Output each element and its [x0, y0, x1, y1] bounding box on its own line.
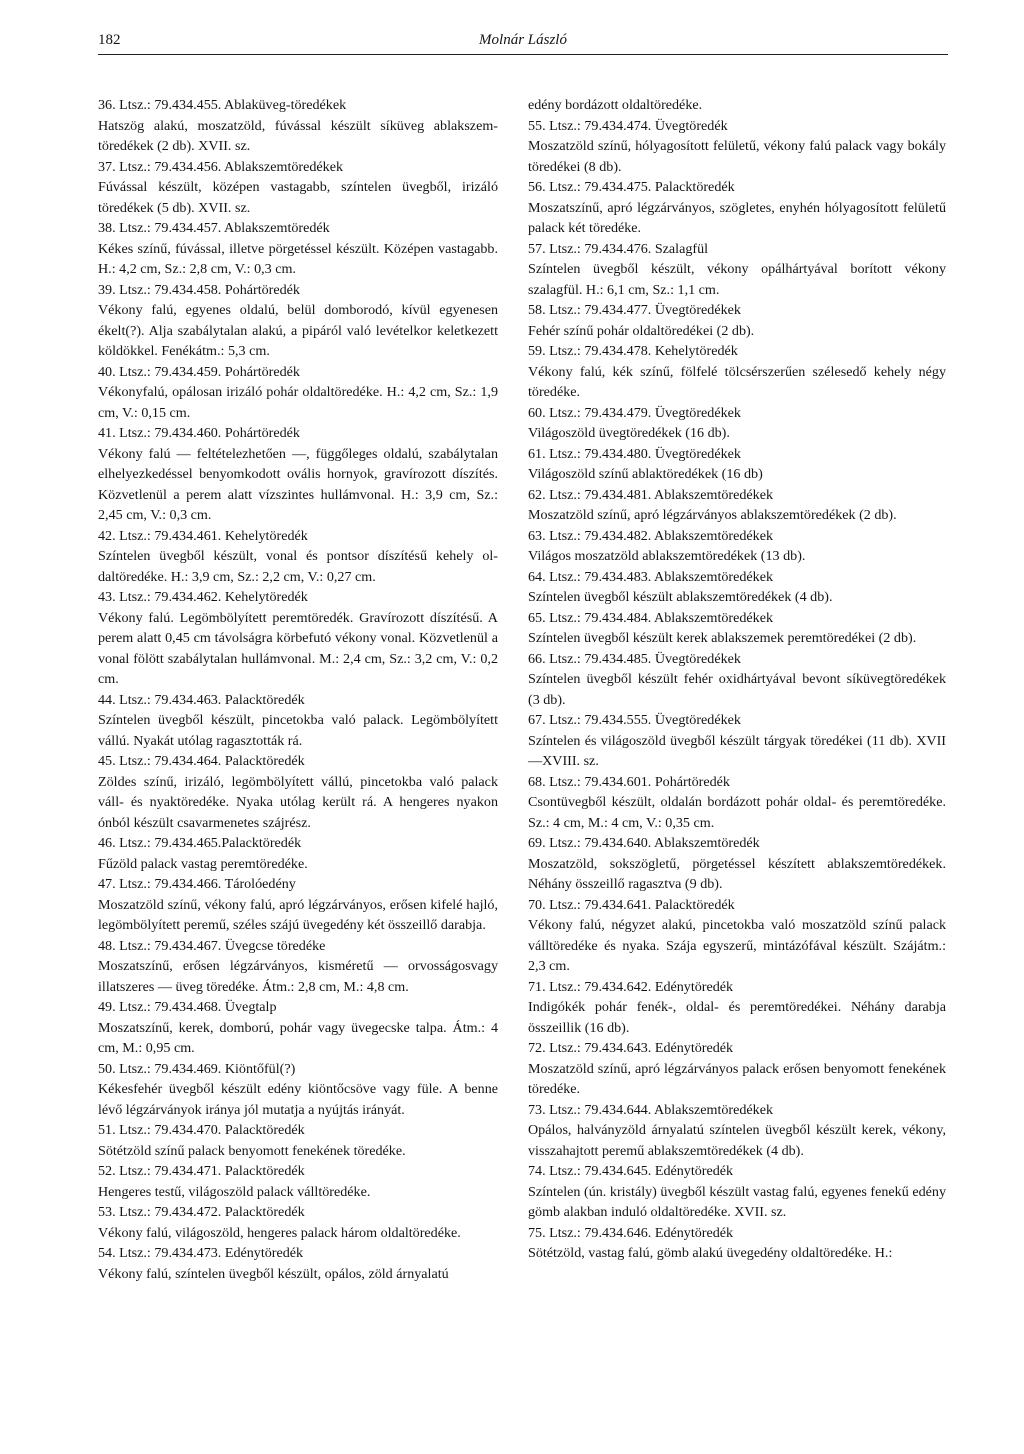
catalog-entry: [528, 649, 946, 711]
catalog-entry: [528, 1038, 946, 1100]
entry-heading: 58. Ltsz.: 79.434.477. Üvegtöredékek: [528, 302, 741, 318]
entry-heading: 47. Ltsz.: 79.434.466. Tárolóedény: [98, 876, 296, 892]
entry-description: Moszatszínű, kerek, domború, pohár vagy üvegecske talpa. Átm.: 4 cm, M.: 0,95 cm.: [98, 1019, 498, 1056]
entry-description: Moszatzöld színű, apró légzárványos palack erősen benyomott fenekének töredéke.: [528, 1060, 946, 1097]
entry-description: Hatszög alakú, moszatzöld, fúvással készült síküveg ablakszemtöredékek (2 db). XVII. sz.: [98, 117, 498, 154]
catalog-entry: [528, 608, 946, 649]
entry-heading: 75. Ltsz.: 79.434.646. Edénytöredék: [528, 1224, 734, 1241]
catalog-entry: [528, 977, 946, 1039]
catalog-entry: [528, 116, 946, 178]
entry-description: Színtelen (ún. kristály) üvegből készült vastag falú, egyenes fenekű edény gömb alakban induló oldaltöredéke. XVII. sz.: [528, 1183, 946, 1220]
entry-description: Moszatszínű, erősen légzárványos, kisméretű — orvosságosvagy illatszeres — üveg töredéke. Átm.: 2,8 cm, M.: 4,8 cm.: [98, 958, 498, 995]
entry-heading: 52. Ltsz.: 79.434.471. Palacktöredék: [98, 1163, 305, 1179]
entry-heading: 60. Ltsz.: 79.434.479. Üvegtöredékek: [528, 404, 741, 421]
entry-description: Színtelen üvegből készült ablakszemtöredékek (4 db).: [528, 589, 833, 605]
entry-heading: 54. Ltsz.: 79.434.473. Edénytöredék: [98, 1245, 304, 1261]
catalog-entry: [98, 751, 498, 833]
catalog-entry: [98, 526, 498, 588]
entry-heading: 43. Ltsz.: 79.434.462. Kehelytöredék: [98, 589, 308, 605]
entry-description: Kékesfehér üvegből készült edény kiöntőcsöve vagy füle. A benne lévő légzárványok iránya jól mutatja a nyújtás irányát.: [98, 1081, 498, 1118]
catalog-entry: [98, 1243, 498, 1284]
entry-heading: 65. Ltsz.: 79.434.484. Ablakszemtöredékek: [528, 609, 774, 626]
catalog-entry: [528, 1223, 946, 1264]
entry-heading: 50. Ltsz.: 79.434.469. Kiöntőfül(?): [98, 1060, 296, 1077]
left-column: [98, 95, 498, 1284]
entry-heading: 67. Ltsz.: 79.434.555. Üvegtöredékek: [528, 712, 741, 728]
entry-heading: 72. Ltsz.: 79.434.643. Edénytöredék: [528, 1040, 734, 1056]
entry-description: Fűzöld palack vastag peremtöredéke.: [98, 855, 308, 872]
entry-description: Vékony falú, kék színű, fölfelé tölcsérszerűen szélesedő kehely négy töredéke.: [528, 363, 946, 400]
entry-description: Színtelen üvegből készült, pincetokba való palack. Legömbölyített vállú. Nyakát utólag ragasztották rá.: [98, 712, 498, 749]
entry-heading: 68. Ltsz.: 79.434.601. Pohártöredék: [528, 773, 730, 790]
catalog-entry: [98, 1161, 498, 1202]
entry-heading: 59. Ltsz.: 79.434.478. Kehelytöredék: [528, 343, 738, 359]
catalog-entry: [528, 526, 946, 567]
entry-description: Indigókék pohár fenék-, oldal- és peremtöredékei. Néhány darabja összeillik (16 db).: [528, 999, 946, 1036]
entry-description: Vékony falú, világoszöld, hengeres palack három oldaltöredéke.: [98, 1224, 461, 1241]
entry-heading: 41. Ltsz.: 79.434.460. Pohártöredék: [98, 425, 300, 441]
catalog-entry: [98, 833, 498, 874]
catalog-entry: [98, 95, 498, 157]
entry-description: Világos moszatzöld ablakszemtöredékek (13 db).: [528, 548, 806, 564]
entry-description: Vékony falú, egyenes oldalú, belül domborodó, kívül egyenesen ékelt(?). Alja szabálytalan alakú, a pipáról való levételkor keletkezett köldökkel. Fenékátm.: 5,3 cm.: [98, 302, 498, 359]
entry-description: Vékony falú. Legömbölyített peremtöredék. Gravírozott díszítésű. A perem alatt 0,45 cm távolságra körbefutó vékony vonal. Közvetlenül a vonal fölött szabálytalan hullámvonal. M.: 2,4 cm, Sz.: 3,2 cm, V.: 0,2 cm.: [98, 609, 498, 687]
entry-heading: 69. Ltsz.: 79.434.640. Ablakszemtöredék: [528, 835, 760, 851]
catalog-entry: [98, 157, 498, 219]
catalog-entry: [98, 1120, 498, 1161]
entry-heading: 56. Ltsz.: 79.434.475. Palacktöredék: [528, 179, 735, 195]
catalog-entry: [528, 95, 946, 116]
catalog-entry: [98, 936, 498, 998]
entry-heading: 53. Ltsz.: 79.434.472. Palacktöredék: [98, 1204, 305, 1220]
entry-description: Csontüvegből készült, oldalán bordázott pohár oldal- és peremtöredéke. Sz.: 4 cm, M.: 4 cm, V.: 0,35 cm.: [528, 794, 946, 831]
catalog-entry: [98, 362, 498, 424]
entry-heading: 39. Ltsz.: 79.434.458. Pohártöredék: [98, 281, 300, 298]
entry-description: Színtelen üvegből készült kerek ablakszemek peremtöredékei (2 db).: [528, 630, 917, 646]
catalog-entry: [528, 239, 946, 301]
catalog-entry: [528, 567, 946, 608]
catalog-entry: [98, 1059, 498, 1121]
entry-heading: 40. Ltsz.: 79.434.459. Pohártöredék: [98, 363, 300, 380]
entry-heading: 71. Ltsz.: 79.434.642. Edénytöredék: [528, 978, 734, 995]
catalog-entry: [98, 218, 498, 280]
running-head: [98, 20, 948, 55]
entry-heading: 44. Ltsz.: 79.434.463. Palacktöredék: [98, 691, 305, 708]
catalog-entry: [98, 690, 498, 752]
entry-heading: 64. Ltsz.: 79.434.483. Ablakszemtöredékek: [528, 568, 774, 585]
entry-heading: 38. Ltsz.: 79.434.457. Ablakszemtöredék: [98, 220, 330, 236]
catalog-entry: [528, 1100, 946, 1162]
entry-description: Vékony falú — feltételezhetően —, függőleges oldalú, szabálytalan elhelyezkedéssel benyomkodott ovális hornyok, gravírozott díszítés. Közvetlenül a perem alatt vízszintes hullámvonal. H.: 3,9 cm, Sz.: 2,45 cm, V.: 0,3 cm.: [98, 445, 498, 523]
running-title-author: Molnár László: [479, 32, 567, 48]
entry-heading: 73. Ltsz.: 79.434.644. Ablakszemtöredékek: [528, 1101, 774, 1118]
catalog-entry: [528, 341, 946, 403]
right-column: [528, 95, 946, 1264]
entry-description: Színtelen üvegből készült, vékony opálhártyával borított vékony szalagfül. H.: 6,1 cm, Sz.: 1,1 cm.: [528, 261, 946, 298]
entry-description: Zöldes színű, irizáló, legömbölyített vállú, pincetokba való palack váll- és nyaktöredéke. Nyaka utólag került rá. A hengeres nyakon ónból készült csavarmenetes szájrész.: [98, 773, 498, 831]
entry-heading: 55. Ltsz.: 79.434.474. Üvegtöredék: [528, 117, 728, 134]
entry-description: Moszatzöld színű, apró légzárványos ablakszemtöredékek (2 db).: [528, 507, 897, 523]
catalog-entry: [528, 710, 946, 772]
catalog-entry: [528, 444, 946, 485]
entry-description: Színtelen üvegből készült, vonal és pontsor díszítésű kehely oldaltöredéke. H.: 3,9 cm, Sz.: 2,2 cm, V.: 0,27 cm.: [98, 548, 498, 585]
entry-description: Színtelen üvegből készült fehér oxidhártyával bevont síküvegtöredékek (3 db).: [528, 671, 946, 708]
entry-heading: 45. Ltsz.: 79.434.464. Palacktöredék: [98, 753, 305, 769]
catalog-entry: [528, 485, 946, 526]
entry-heading: 42. Ltsz.: 79.434.461. Kehelytöredék: [98, 527, 308, 544]
catalog-entry: [528, 833, 946, 895]
page-number: 182: [98, 32, 121, 48]
entry-heading: 37. Ltsz.: 79.434.456. Ablakszemtöredékek: [98, 158, 344, 175]
entry-description: Sötétzöld, vastag falú, gömb alakú üvegedény oldaltöredéke. H.:: [528, 1245, 893, 1261]
catalog-entry: [528, 1161, 946, 1223]
entry-description: Hengeres testű, világoszöld palack válltöredéke.: [98, 1183, 371, 1200]
entry-heading: 46. Ltsz.: 79.434.465.Palacktöredék: [98, 835, 302, 851]
catalog-entry: [98, 423, 498, 526]
catalog-entry: [528, 300, 946, 341]
entry-description: edény bordázott oldaltöredéke.: [528, 97, 703, 113]
entry-heading: 62. Ltsz.: 79.434.481. Ablakszemtöredékek: [528, 486, 774, 503]
entry-description: Moszatzöld színű, vékony falú, apró légzárványos, erősen kifelé hajló, legömbölyített peremű, széles szájú üvegedény két összeillő darabja.: [98, 896, 498, 933]
entry-heading: 61. Ltsz.: 79.434.480. Üvegtöredékek: [528, 445, 741, 462]
catalog-entry: [98, 587, 498, 690]
catalog-entry: [98, 280, 498, 362]
entry-heading: 70. Ltsz.: 79.434.641. Palacktöredék: [528, 896, 735, 913]
catalog-entry: [98, 1202, 498, 1243]
catalog-entry: [98, 997, 498, 1059]
entry-description: Moszatszínű, apró légzárványos, szögletes, enyhén hólyagosított felületű palack két töredéke.: [528, 199, 946, 236]
entry-description: Világoszöld üvegtöredékek (16 db).: [528, 425, 730, 441]
entry-description: Sötétzöld színű palack benyomott fenekének töredéke.: [98, 1142, 406, 1159]
entry-description: Vékonyfalú, opálosan irizáló pohár oldaltöredéke. H.: 4,2 cm, Sz.: 1,9 cm, V.: 0,15 cm.: [98, 384, 498, 421]
entry-description: Világoszöld színű ablaktöredékek (16 db): [528, 466, 763, 482]
entry-description: Moszatzöld, sokszögletű, pörgetéssel készített ablakszemtöredékek. Néhány összeillő ragasztva (9 db).: [528, 855, 946, 892]
entry-description: Színtelen és világoszöld üvegből készült tárgyak töredékei (11 db). XVII—XVIII. sz.: [528, 732, 946, 769]
entry-description: Moszatzöld színű, hólyagosított felületű, vékony falú palack vagy bokály töredékei (8 db).: [528, 138, 946, 175]
entry-heading: 74. Ltsz.: 79.434.645. Edénytöredék: [528, 1163, 734, 1179]
entry-heading: 57. Ltsz.: 79.434.476. Szalagfül: [528, 240, 709, 257]
entry-description: Opálos, halványzöld árnyalatú színtelen üvegből készült kerek, vékony, visszahajtott peremű ablakszemtöredékek (4 db).: [528, 1122, 946, 1159]
entry-heading: 48. Ltsz.: 79.434.467. Üvegcse töredéke: [98, 937, 326, 954]
entry-description: Vékony falú, négyzet alakú, pincetokba való moszatzöld színű palack válltöredéke és nyaka. Szája egyszerű, mintázófával készült. Szájátm.: 2,3 cm.: [528, 917, 946, 974]
entry-description: Fehér színű pohár oldaltöredékei (2 db).: [528, 322, 755, 339]
catalog-entry: [98, 874, 498, 936]
entry-heading: 51. Ltsz.: 79.434.470. Palacktöredék: [98, 1122, 305, 1138]
catalog-entry: [528, 895, 946, 977]
entry-description: Vékony falú, színtelen üvegből készült, opálos, zöld árnyalatú: [98, 1265, 449, 1282]
entry-heading: 66. Ltsz.: 79.434.485. Üvegtöredékek: [528, 650, 741, 667]
entry-description: Kékes színű, fúvással, illetve pörgetéssel készült. Középen vastagabb. H.: 4,2 cm, Sz.: 2,8 cm, V.: 0,3 cm.: [98, 240, 498, 277]
entry-heading: 49. Ltsz.: 79.434.468. Üvegtalp: [98, 999, 277, 1015]
catalog-entry: [528, 177, 946, 239]
entry-heading: 63. Ltsz.: 79.434.482. Ablakszemtöredékek: [528, 527, 774, 544]
entry-description: Fúvással készült, középen vastagabb, színtelen üvegből, irizáló töredékek (5 db). XVII. sz.: [98, 179, 498, 216]
entry-heading: 36. Ltsz.: 79.434.455. Ablaküveg-töredékek: [98, 97, 347, 113]
catalog-entry: [528, 403, 946, 444]
catalog-entry: [528, 772, 946, 834]
